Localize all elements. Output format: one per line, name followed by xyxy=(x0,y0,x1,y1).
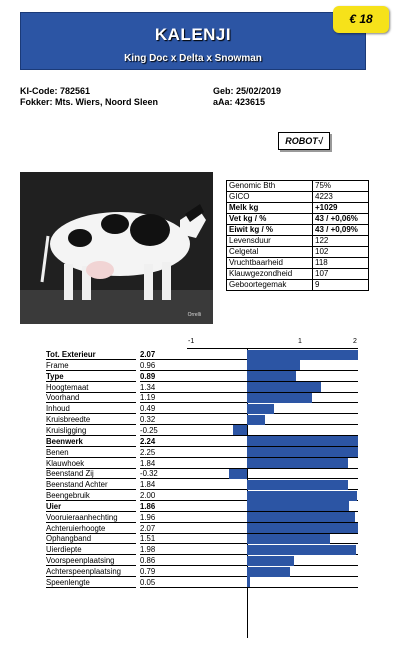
index-row xyxy=(227,236,369,247)
trait-value: 1.84 xyxy=(140,458,184,469)
trait-bar xyxy=(233,425,247,435)
cow-illustration xyxy=(20,172,213,324)
index-value: +1029 xyxy=(313,203,369,214)
index-table xyxy=(226,180,369,291)
trait-value: 0.79 xyxy=(140,566,184,577)
trait-value: 0.32 xyxy=(140,414,184,425)
trait-bar xyxy=(247,350,358,360)
index-label: Eiwit kg / % xyxy=(227,225,313,236)
trait-value: -0.25 xyxy=(140,425,184,436)
index-row xyxy=(227,269,369,280)
trait-value: 0.49 xyxy=(140,403,184,414)
trait-value: 1.96 xyxy=(140,512,184,523)
index-label: Genomic Bth xyxy=(227,181,313,192)
photo-watermark: Orrelli xyxy=(187,312,201,318)
trait-label: Voorspeenplaatsing xyxy=(46,555,136,566)
trait-bar xyxy=(247,567,290,577)
index-value: 102 xyxy=(313,247,369,258)
trait-label: Speenlengte xyxy=(46,577,136,588)
trait-label: Kruisbreedte xyxy=(46,414,136,425)
trait-label: Beenstand Achter xyxy=(46,479,136,490)
trait-bar xyxy=(247,404,274,414)
title-banner xyxy=(20,12,366,70)
index-label: Klauwgezondheid xyxy=(227,269,313,280)
index-label: Geboortegemak xyxy=(227,280,313,291)
index-label: Melk kg xyxy=(227,203,313,214)
trait-bar xyxy=(247,458,348,468)
trait-label: Ophangband xyxy=(46,533,136,544)
trait-label: Klauwhoek xyxy=(46,458,136,469)
trait-value: -0.32 xyxy=(140,468,184,479)
index-label: Vruchtbaarheid xyxy=(227,258,313,269)
trait-value: 2.25 xyxy=(140,447,184,458)
index-row xyxy=(227,203,369,214)
scale-label: 1 xyxy=(298,338,302,345)
trait-bar xyxy=(247,436,358,446)
bull-name: KALENJI xyxy=(154,25,232,44)
index-value: 43 / +0,06% xyxy=(313,214,369,225)
index-value: 122 xyxy=(313,236,369,247)
trait-label: Beengebruik xyxy=(46,490,136,501)
index-row xyxy=(227,280,369,291)
trait-value: 0.86 xyxy=(140,555,184,566)
trait-value: 0.89 xyxy=(140,371,184,382)
cow-photo xyxy=(20,172,213,324)
trait-label: Benen xyxy=(46,447,136,458)
trait-value: 1.19 xyxy=(140,392,184,403)
trait-label: Kruisligging xyxy=(46,425,136,436)
bar-row-line xyxy=(141,425,358,436)
trait-bar xyxy=(247,545,356,555)
trait-bar xyxy=(247,480,348,490)
trait-bar xyxy=(247,577,250,587)
trait-value: 1.98 xyxy=(140,544,184,555)
trait-label: Uier xyxy=(46,501,136,512)
trait-value: 1.84 xyxy=(140,479,184,490)
index-label: Vet kg / % xyxy=(227,214,313,225)
index-row xyxy=(227,247,369,258)
trait-label: Hoogtemaat xyxy=(46,382,136,393)
trait-label: Beenstand Zij xyxy=(46,468,136,479)
index-label: Celgetal xyxy=(227,247,313,258)
trait-label: Achterspeenplaatsing xyxy=(46,566,136,577)
index-value: 43 / +0,09% xyxy=(313,225,369,236)
scale-label: 2 xyxy=(353,338,357,345)
trait-value: 2.24 xyxy=(140,436,184,447)
price-tag: € 18 xyxy=(333,6,389,33)
index-row xyxy=(227,214,369,225)
trait-bar xyxy=(247,556,294,566)
trait-value: 2.00 xyxy=(140,490,184,501)
ki-code: KI-Code: 782561 xyxy=(20,86,91,96)
trait-value: 0.96 xyxy=(140,360,184,371)
index-label: GICO xyxy=(227,192,313,203)
trait-label: Type xyxy=(46,371,136,382)
index-value: 107 xyxy=(313,269,369,280)
index-row xyxy=(227,192,369,203)
trait-bar xyxy=(247,382,321,392)
trait-label: Uierdiepte xyxy=(46,544,136,555)
index-row xyxy=(227,225,369,236)
aaa-code: aAa: 423615 xyxy=(213,97,266,107)
trait-value: 1.34 xyxy=(140,382,184,393)
trait-bar xyxy=(247,415,265,425)
trait-label: Inhoud xyxy=(46,403,136,414)
trait-bar xyxy=(247,534,330,544)
trait-value: 0.05 xyxy=(140,577,184,588)
trait-bar xyxy=(247,512,355,522)
pedigree: King Doc x Delta x Snowman xyxy=(124,53,262,64)
index-value: 9 xyxy=(313,280,369,291)
trait-label: Achteruierhoogte xyxy=(46,523,136,534)
trait-label: Frame xyxy=(46,360,136,371)
trait-bar xyxy=(247,371,296,381)
trait-value: 1.51 xyxy=(140,533,184,544)
trait-label: Tot. Exterieur xyxy=(46,349,136,360)
index-value: 118 xyxy=(313,258,369,269)
trait-label: Vooruieraanhechting xyxy=(46,512,136,523)
birth-date: Geb: 25/02/2019 xyxy=(213,86,282,96)
trait-bar xyxy=(247,393,312,403)
trait-value: 2.07 xyxy=(140,349,184,360)
trait-bar xyxy=(247,360,300,370)
index-value: 4223 xyxy=(313,192,369,203)
trait-bar xyxy=(229,469,247,479)
trait-value: 2.07 xyxy=(140,523,184,534)
index-value: 75% xyxy=(313,181,369,192)
trait-bar xyxy=(247,501,349,511)
index-row xyxy=(227,258,369,269)
index-label: Levensduur xyxy=(227,236,313,247)
trait-label: Voorhand xyxy=(46,392,136,403)
trait-bar xyxy=(247,523,358,533)
robot-badge: ROBOT√ xyxy=(278,132,330,150)
trait-bar xyxy=(247,447,358,457)
bar-row-line xyxy=(141,468,358,479)
fokker: Fokker: Mts. Wiers, Noord Sleen xyxy=(20,97,158,107)
trait-label: Beenwerk xyxy=(46,436,136,447)
trait-bar xyxy=(247,491,357,501)
scale-label: -1 xyxy=(188,338,195,345)
index-row xyxy=(227,181,369,192)
trait-value: 1.86 xyxy=(140,501,184,512)
